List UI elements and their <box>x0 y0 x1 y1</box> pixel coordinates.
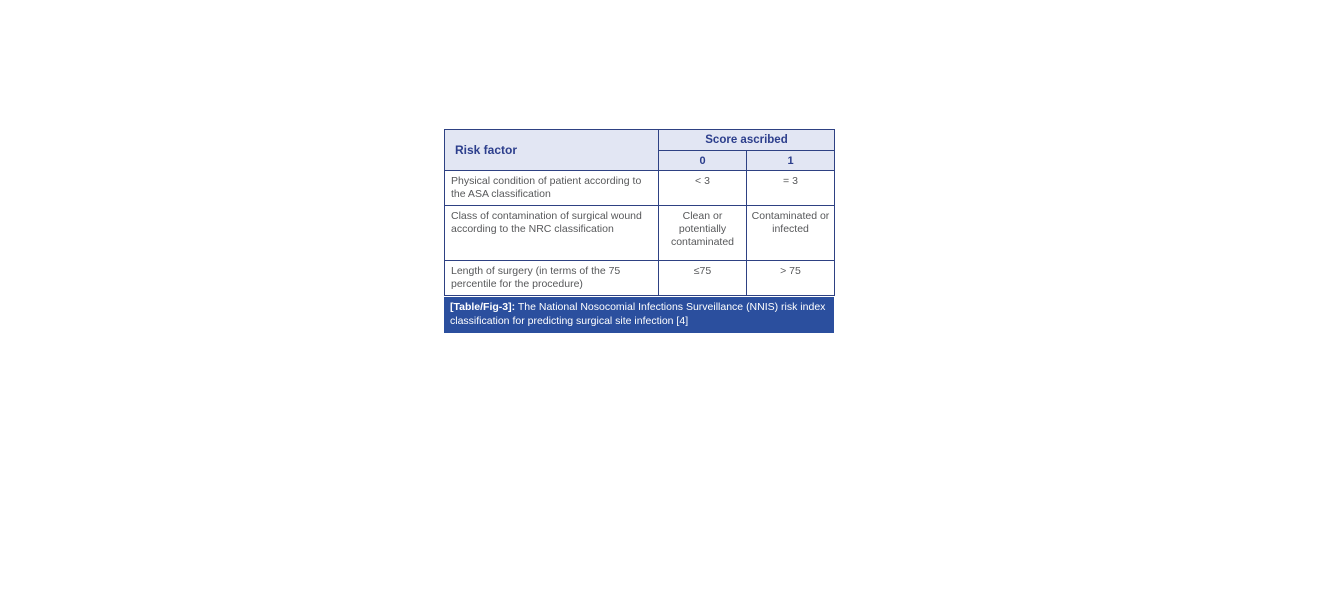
risk-factor-cell: Physical condition of patient according to the ASA classification <box>445 171 659 206</box>
score1-cell: > 75 <box>747 261 835 296</box>
caption-text: The National Nosocomial Infections Surveillance (NNIS) risk index classification for predicting surgical site infection [4] <box>450 301 826 327</box>
column-header-risk-factor: Risk factor <box>445 130 659 171</box>
risk-index-table <box>444 129 835 296</box>
score1-cell: Contaminated or infected <box>747 206 835 261</box>
column-header-score-1: 1 <box>747 151 835 171</box>
score0-cell: ≤75 <box>659 261 747 296</box>
score1-cell: = 3 <box>747 171 835 206</box>
table-row-contamination <box>445 206 835 261</box>
table-row-surgery-length <box>445 261 835 296</box>
column-header-score-ascribed: Score ascribed <box>659 130 835 151</box>
risk-factor-cell: Length of surgery (in terms of the 75 percentile for the procedure) <box>445 261 659 296</box>
caption-figure-label: [Table/Fig-3]: <box>450 301 516 313</box>
table-row-asa <box>445 171 835 206</box>
header-row-top <box>445 130 835 151</box>
column-header-score-0: 0 <box>659 151 747 171</box>
score0-cell: < 3 <box>659 171 747 206</box>
nnis-risk-index-figure <box>444 129 834 333</box>
risk-factor-cell: Class of contamination of surgical wound according to the NRC classification <box>445 206 659 261</box>
score0-cell: Clean or potentially contaminated <box>659 206 747 261</box>
table-caption <box>444 297 834 333</box>
